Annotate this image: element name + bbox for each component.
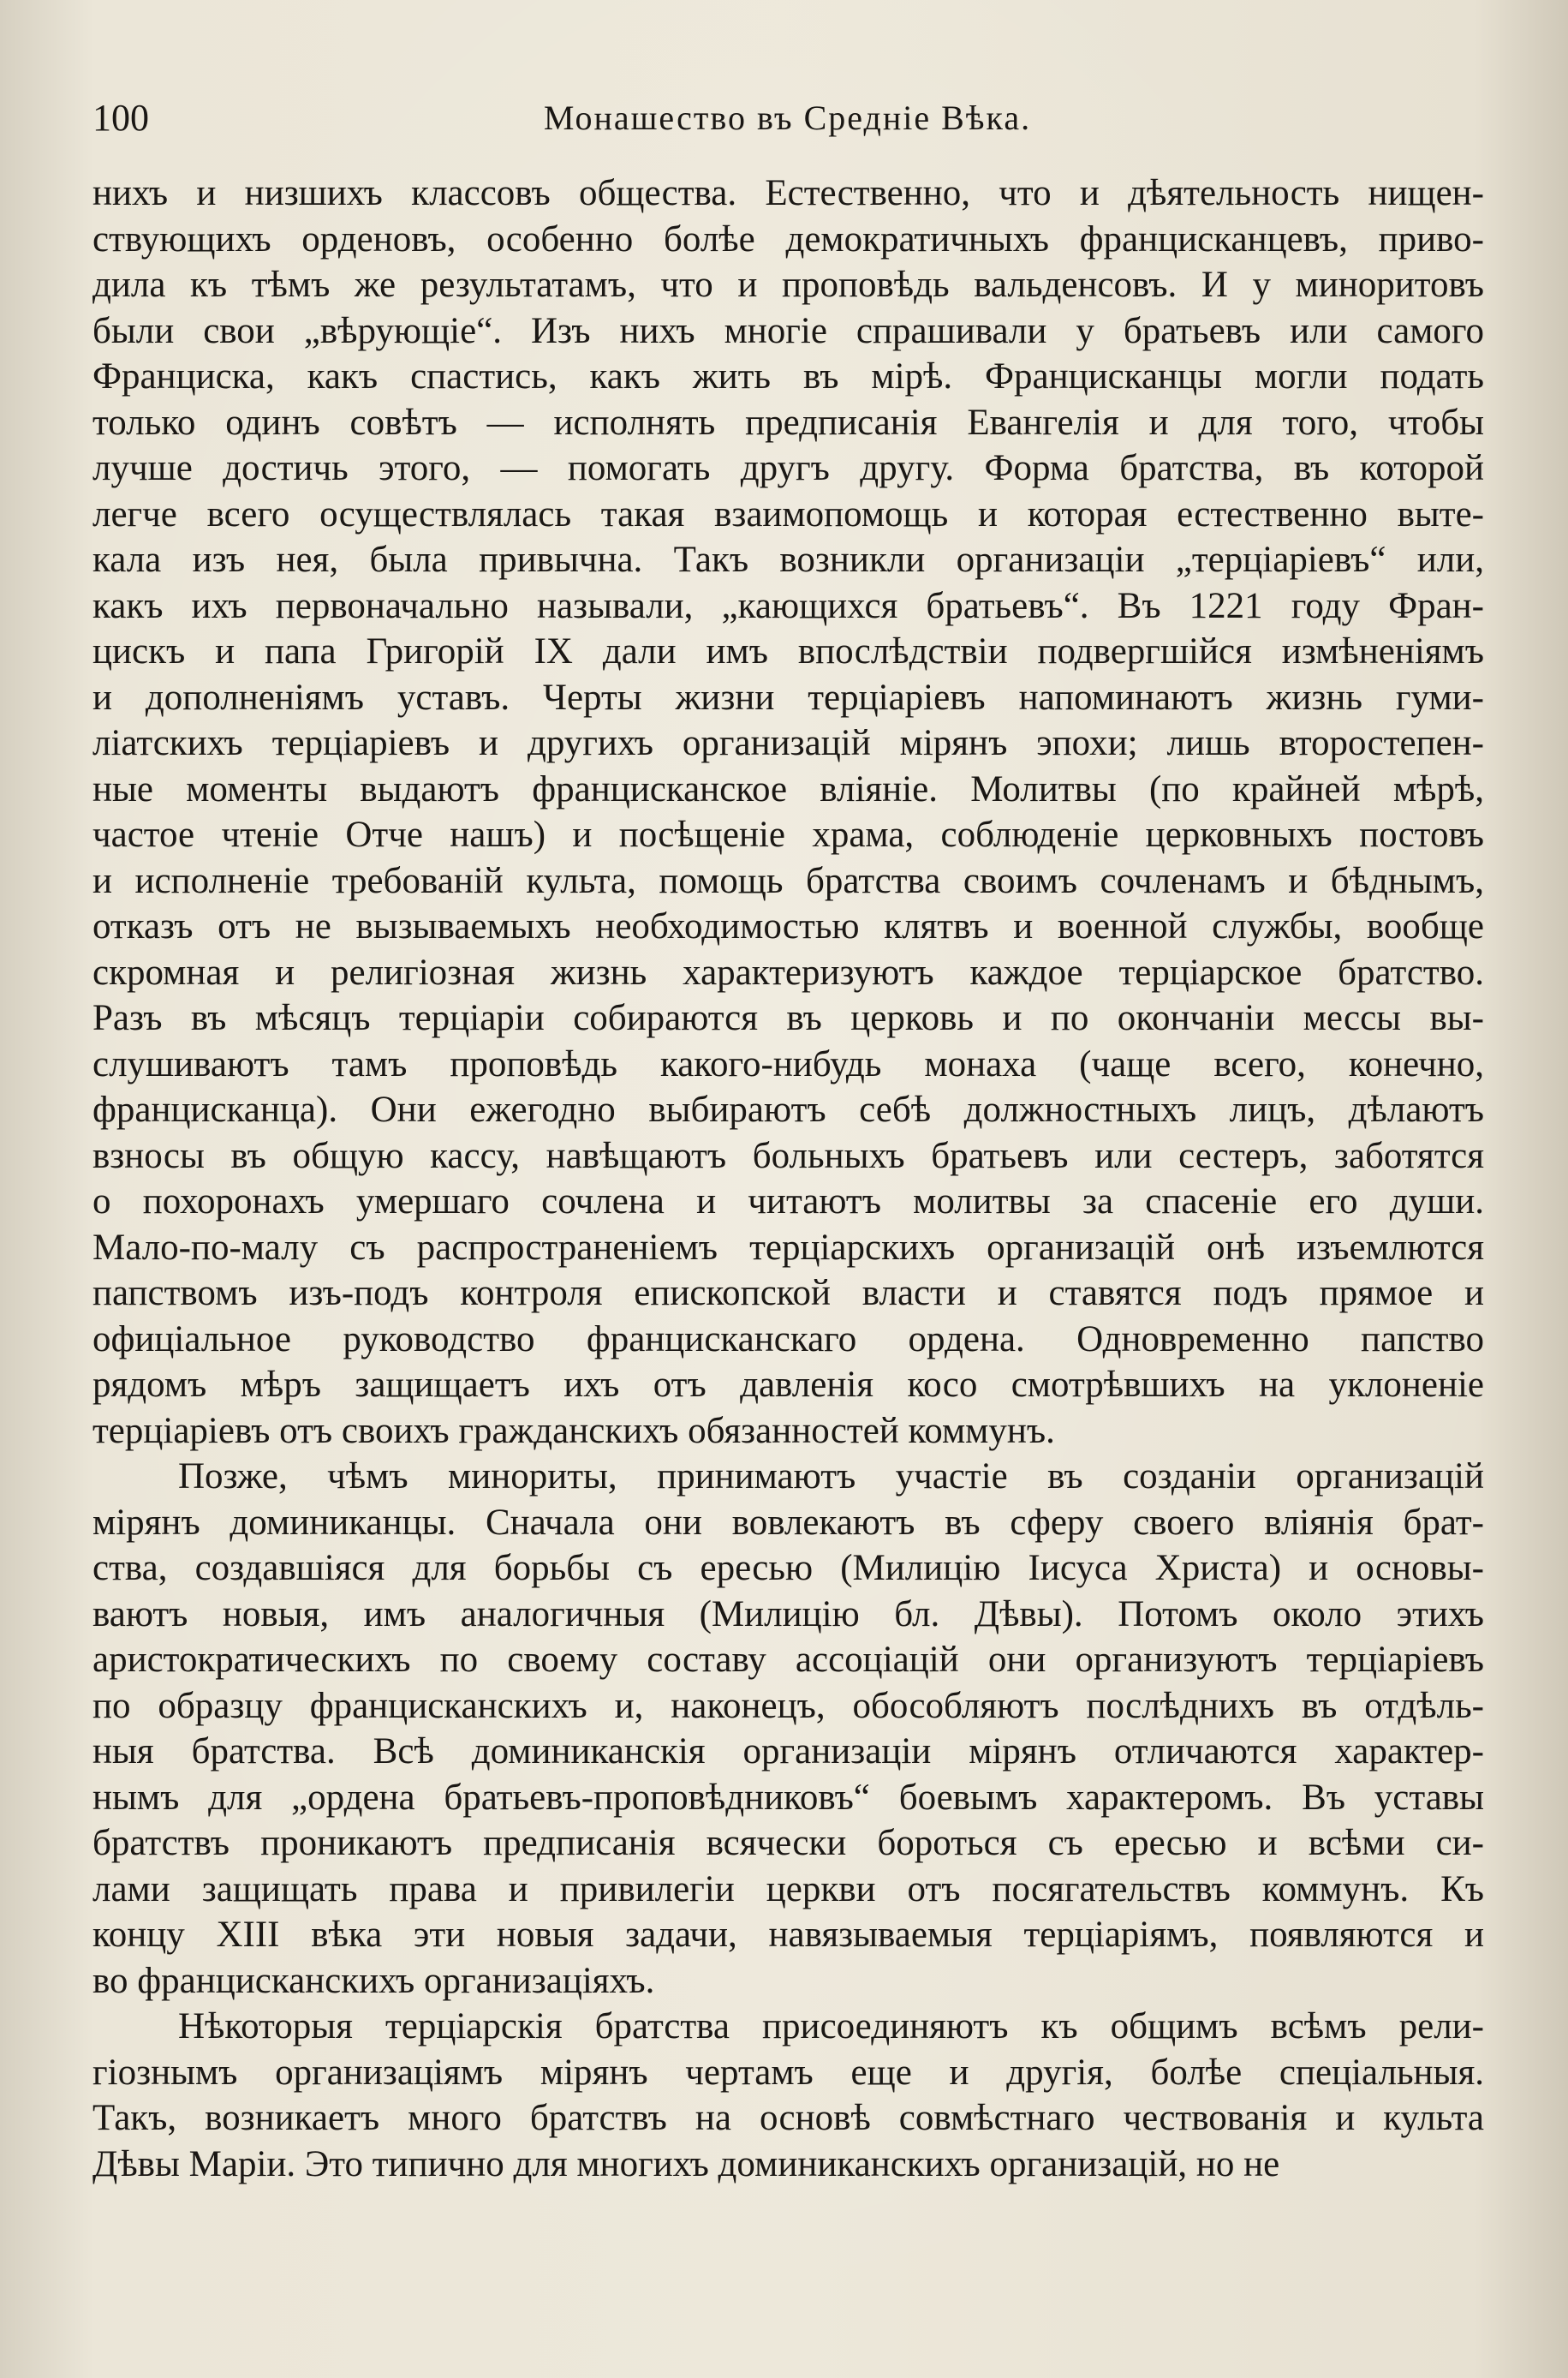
text-line: братствъ проникаютъ предписанія всячески бороться съ ересью и всѣми си- <box>92 1823 1484 1863</box>
text-line: взносы въ общую кассу, навѣщаютъ больныхъ братьевъ или сестеръ, заботятся <box>92 1135 1484 1176</box>
page-header <box>92 93 1482 144</box>
paragraph <box>92 2004 1484 2187</box>
text-line: ныя братства. Всѣ доминиканскія организаціи мірянъ отличаются характер- <box>92 1731 1484 1772</box>
text-line: отказъ отъ не вызываемыхъ необходимостью клятвъ и военной службы, вообще <box>92 906 1484 947</box>
text-line: нихъ и низшихъ классовъ общества. Естественно, что и дѣятельность нищен- <box>92 173 1484 213</box>
text-line: ные моменты выдаютъ францисканское вліяніе. Молитвы (по крайней мѣрѣ, <box>92 768 1484 810</box>
text-line: частое чтеніе Отче нашъ) и посѣщеніе храма, соблюденіе церковныхъ постовъ <box>92 815 1484 855</box>
text-line: аристократическихъ по своему составу ассоціацій они организуютъ терціаріевъ <box>92 1640 1484 1680</box>
text-line: и дополненіямъ уставъ. Черты жизни терціаріевъ напоминаютъ жизнь гуми- <box>92 677 1484 718</box>
text-line: Дѣвы Маріи. Это типично для многихъ доминиканскихъ организацій, но не <box>92 2143 1280 2184</box>
text-line: по образцу францисканскихъ и, наконецъ, обособляютъ послѣднихъ въ отдѣль- <box>92 1685 1484 1726</box>
text-line: лучше достичь этого, — помогать другъ другу. Форма братства, въ которой <box>92 448 1484 488</box>
text-line: Позже, чѣмъ минориты, принимаютъ участіе въ созданіи организацій <box>178 1456 1484 1497</box>
text-line: Франциска, какъ спастись, какъ жить въ мірѣ. Францисканцы могли подать <box>92 356 1484 397</box>
text-line: нымъ для „ордена братьевъ-проповѣдниковъ“ боевымъ характеромъ. Въ уставы <box>92 1777 1484 1818</box>
text-line: только одинъ совѣтъ — исполнять предписанія Евангелія и для того, чтобы <box>92 402 1484 443</box>
text-line: цискъ и папа Григорій IX дали имъ впослѣдствіи подвергшійся измѣненіямъ <box>92 631 1484 672</box>
text-line: и исполненіе требованій культа, помощь братства своимъ сочленамъ и бѣднымъ, <box>92 860 1484 901</box>
body-text <box>92 170 1484 2187</box>
text-line: папствомъ изъ-подъ контроля епископской власти и ставятся подъ прямое и <box>92 1273 1484 1313</box>
text-line: Разъ въ мѣсяцъ терціаріи собираются въ церковь и по окончаніи мессы вы- <box>92 998 1484 1038</box>
text-line: ваютъ новыя, имъ аналогичныя (Милицію бл. Дѣвы). Потомъ около этихъ <box>92 1593 1484 1634</box>
text-line: были свои „вѣрующіе“. Изъ нихъ многіе спрашивали у братьевъ или самого <box>92 310 1484 351</box>
text-line: гіознымъ организаціямъ мірянъ чертамъ еще и другія, болѣе спеціальныя. <box>92 2052 1484 2093</box>
text-line: легче всего осуществлялась такая взаимопомощь и которая естественно выте- <box>92 493 1484 535</box>
running-title: Монашество въ Средніе Вѣка. <box>543 99 1032 137</box>
text-line: ства, создавшіяся для борьбы съ ересью (Милицію Іисуса Христа) и основы- <box>92 1548 1484 1588</box>
paragraph <box>92 170 1484 1454</box>
text-line: Нѣкоторыя терціарскія братства присоединяютъ къ общимъ всѣмъ рели- <box>178 2006 1484 2046</box>
text-line: скромная и религіозная жизнь характеризуютъ каждое терціарское братство. <box>92 952 1484 993</box>
text-line: концу XIII вѣка эти новыя задачи, навязываемыя терціаріямъ, появляются и <box>92 1915 1484 1955</box>
text-line: лами защищать права и привилегіи церкви отъ посягательствъ коммунъ. Къ <box>92 1868 1484 1909</box>
text-line: какъ ихъ первоначально называли, „кающихся братьевъ“. Въ 1221 году Фран- <box>92 585 1484 626</box>
text-line: терціаріевъ отъ своихъ гражданскихъ обязанностей коммунъ. <box>92 1410 1055 1451</box>
page-number: 100 <box>92 97 149 139</box>
paragraph <box>92 1454 1484 2004</box>
text-line: кала изъ нея, была привычна. Такъ возникли организаціи „терціаріевъ“ или, <box>92 540 1484 580</box>
text-line: ствующихъ орденовъ, особенно болѣе демократичныхъ францисканцевъ, приво- <box>92 218 1484 260</box>
text-line: Мало-по-малу съ распространеніемъ терціарскихъ организацій онѣ изъемлются <box>92 1227 1484 1268</box>
text-line: офиціальное руководство францисканскаго ордена. Одновременно папство <box>92 1318 1484 1359</box>
text-line: слушиваютъ тамъ проповѣдь какого-нибудь монаха (чаще всего, конечно, <box>92 1043 1484 1084</box>
text-line: рядомъ мѣръ защищаетъ ихъ отъ давленія косо смотрѣвшихъ на уклоненіе <box>92 1365 1484 1405</box>
text-line: францисканца). Они ежегодно выбираютъ себѣ должностныхъ лицъ, дѣлаютъ <box>92 1090 1484 1130</box>
text-line: дила къ тѣмъ же результатамъ, что и проповѣдь вальденсовъ. И у миноритовъ <box>92 265 1484 305</box>
text-line: о похоронахъ умершаго сочлена и читаютъ молитвы за спасеніе его души. <box>92 1181 1484 1222</box>
text-line: Такъ, возникаетъ много братствъ на основѣ совмѣстнаго чествованія и культа <box>92 2098 1484 2138</box>
text-line: во францисканскихъ организаціяхъ. <box>92 1960 655 2001</box>
text-line: ліатскихъ терціаріевъ и другихъ организацій мірянъ эпохи; лишь второстепен- <box>92 723 1484 763</box>
text-line: мірянъ доминиканцы. Сначала они вовлекаютъ въ сферу своего вліянія брат- <box>92 1502 1484 1543</box>
